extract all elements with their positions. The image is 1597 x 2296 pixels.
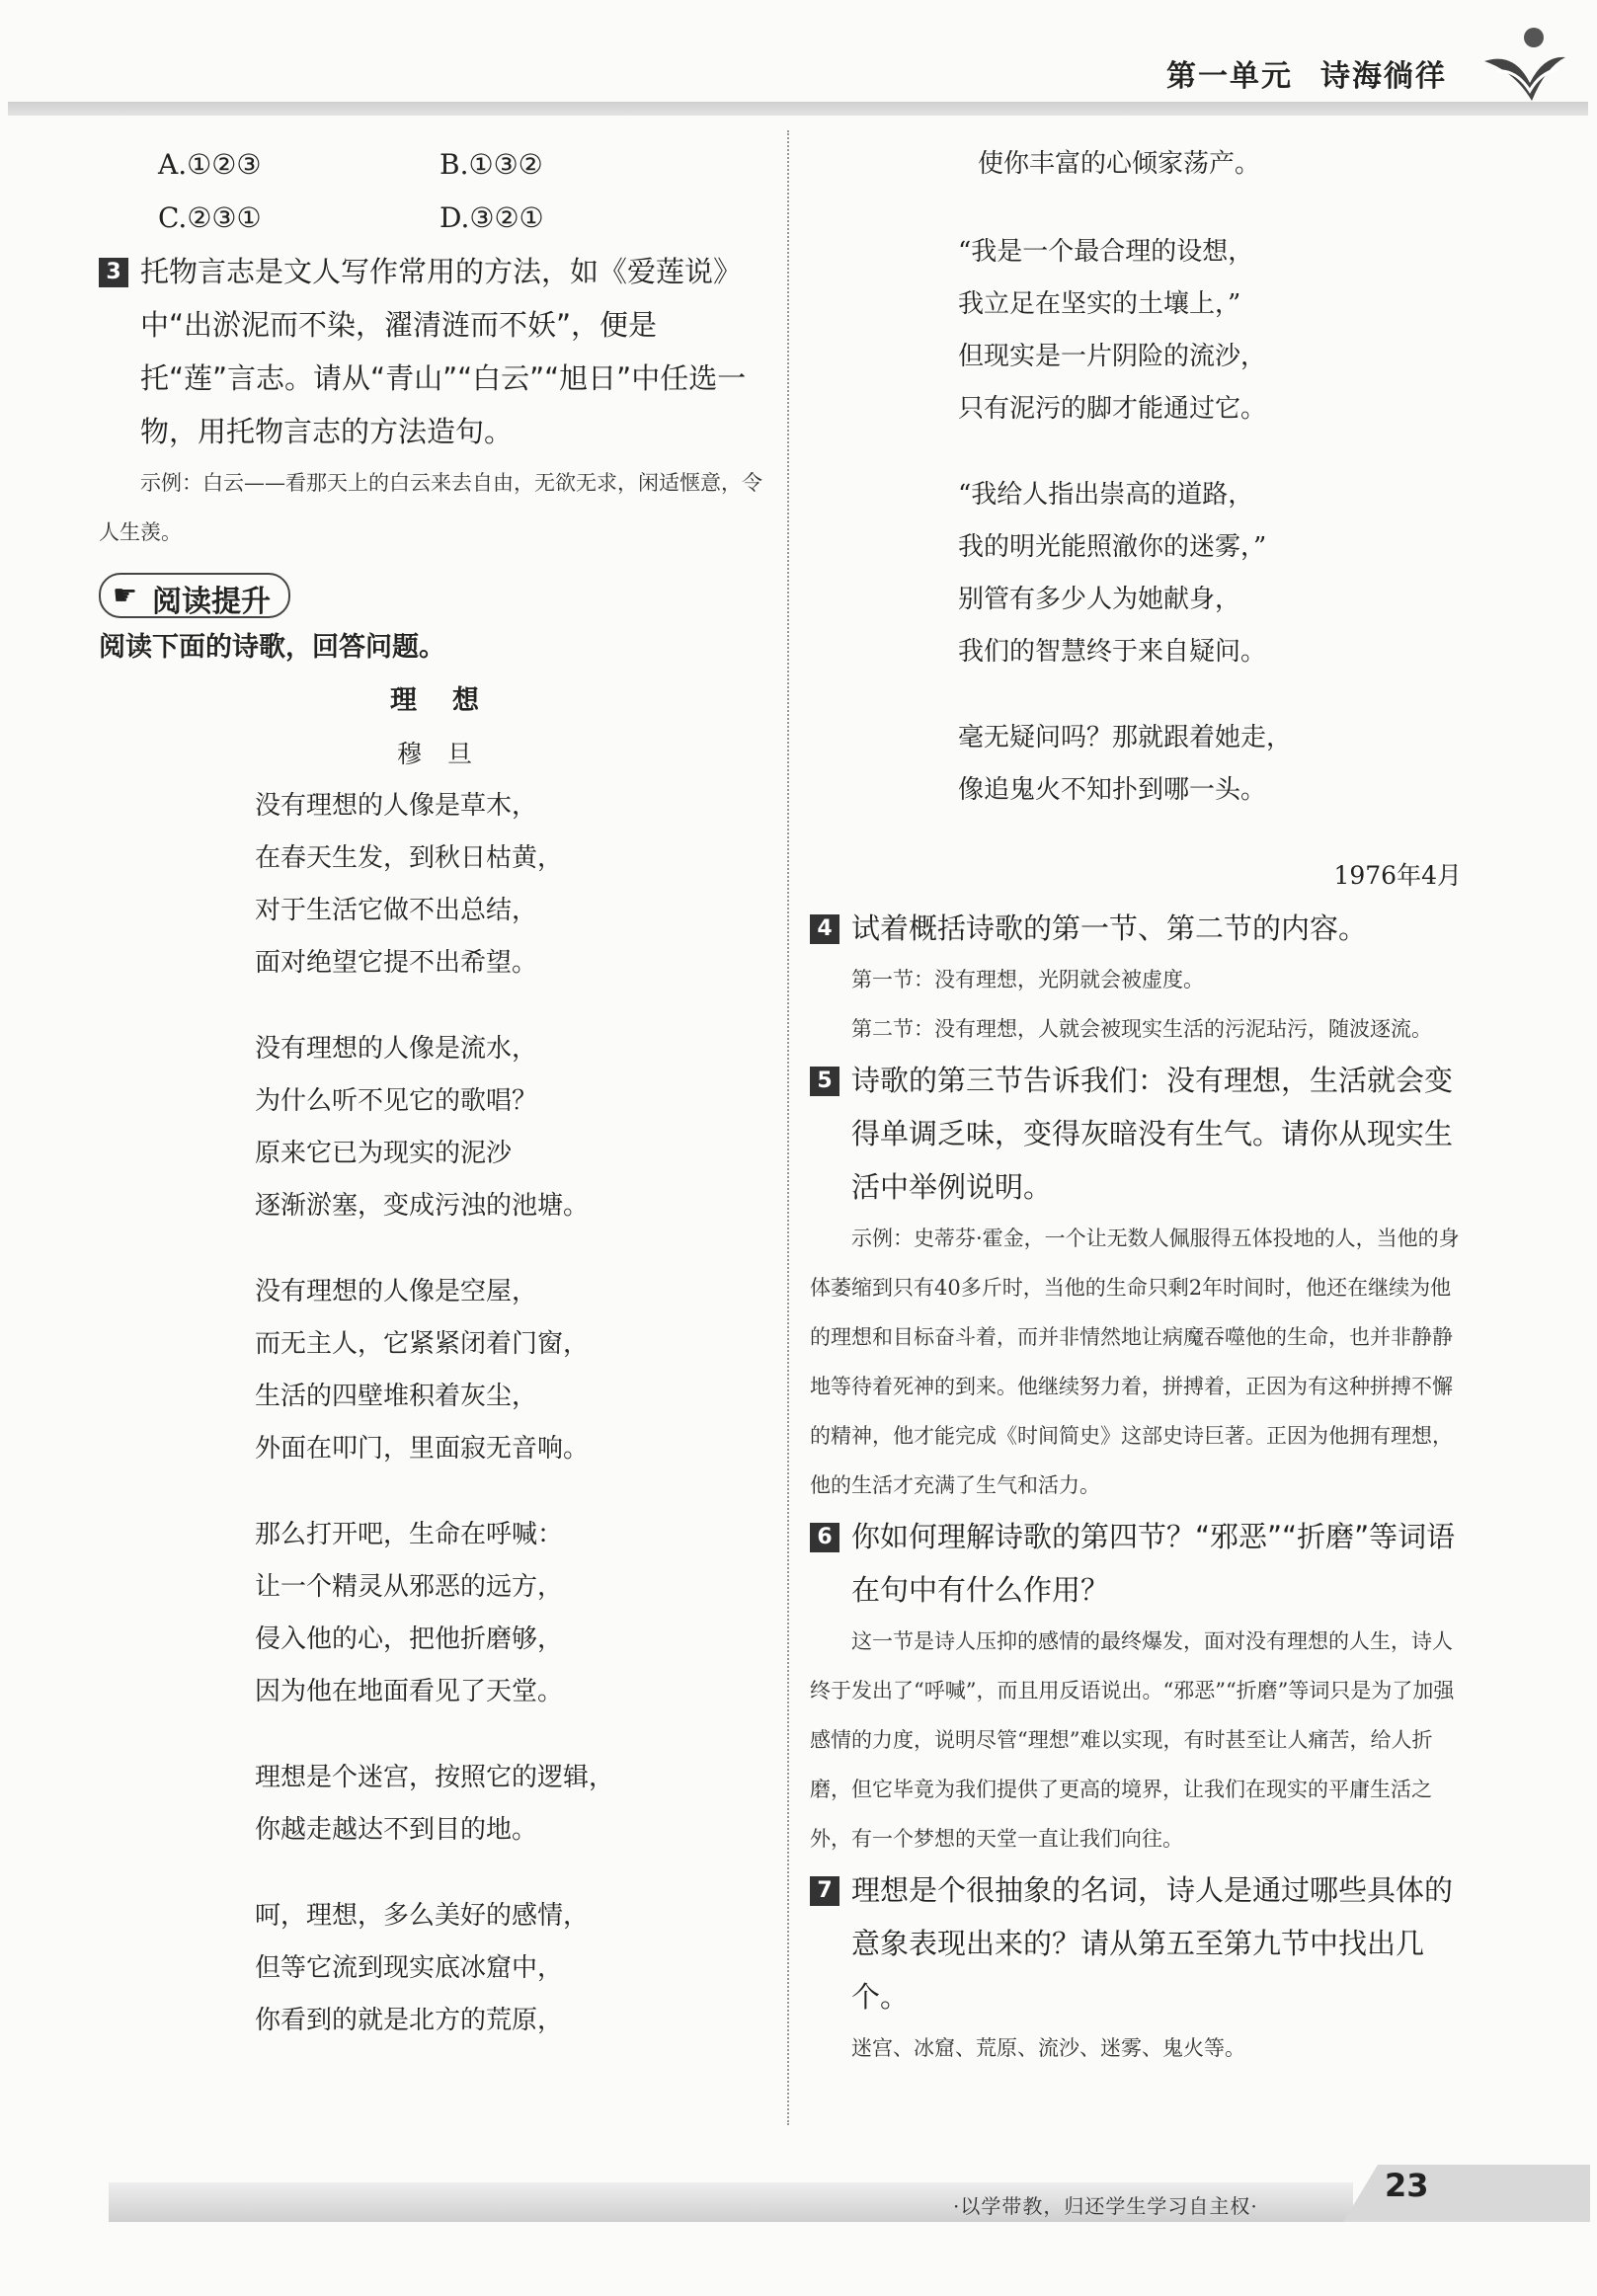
poem-stanza — [810, 226, 1472, 435]
poem-line: 你越走越达不到目的地。 — [255, 1815, 538, 1845]
poem-stanza — [810, 712, 1472, 817]
poem-line: 呵，理想，多么美好的感情， — [255, 1901, 590, 1931]
question-6 — [810, 1510, 1472, 1617]
poem-stanzas — [99, 780, 770, 2047]
poem-line: 我立足在坚实的土壤上，” — [958, 289, 1241, 319]
poem-line: 那么打开吧，生命在呼喊： — [255, 1520, 564, 1549]
reading-instruction: 阅读下面的诗歌，回答问题。 — [99, 632, 445, 663]
poem-line: 我的明光能照澈你的迷雾，” — [958, 532, 1267, 562]
poem-stanzas-continued — [810, 226, 1472, 817]
poem-line: 生活的四壁堆积着灰尘， — [255, 1382, 538, 1411]
footer-slogan: ·以学带教，归还学生学习自主权· — [953, 2194, 1258, 2218]
poem-stanza — [99, 780, 770, 990]
header-title — [1166, 51, 1447, 95]
poem-line: 为什么听不见它的歌唱？ — [255, 1086, 538, 1116]
pointing-hand-icon: ☛ — [113, 579, 138, 611]
poem-line: 面对绝望它提不出希望。 — [255, 948, 538, 978]
question-number: 3 — [99, 258, 128, 287]
poem-stanza — [99, 1266, 770, 1475]
question-4 — [810, 902, 1472, 955]
poem-line: 但现实是一片阴险的流沙， — [958, 342, 1267, 371]
poem-line: 让一个精灵从邪恶的远方， — [255, 1572, 564, 1602]
question-text: 试着概括诗歌的第一节、第二节的内容。 — [851, 911, 1368, 945]
poem-line: 像追鬼火不知扑到哪一头。 — [958, 775, 1267, 805]
option-d: D.③②① — [439, 201, 544, 234]
options-row-1 — [99, 138, 770, 192]
section-header — [99, 567, 770, 622]
answer-5: 示例：史蒂芬·霍金，一个让无数人佩服得五体投地的人，当他的身体萎缩到只有40多斤时，当他的生命只剩2年时间时，他还在继续为他的理想和目标奋斗着，而并非情然地让病魔吞噬他的生命，也并非静静地等待着死神的到来。他继续努力着，拼搏着，正因为有这种拼搏不懈的精神，他才能完成《时间简史》这部史诗巨著。正因为他拥有理想，他的生活才充满了生气和活力。 — [810, 1227, 1460, 1497]
poem-line: 原来它已为现实的泥沙 — [255, 1139, 513, 1168]
option-a: A.①②③ — [158, 148, 262, 181]
poem-line: 毫无疑问吗？那就跟着她走， — [958, 723, 1293, 752]
poem-line: 别管有多少人为她献身， — [958, 585, 1241, 614]
options-row-2 — [99, 192, 770, 245]
answer-6: 这一节是诗人压抑的感情的最终爆发，面对没有理想的人生，诗人终于发出了“呼喊”，而且用反语说出。“邪恶”“折磨”等词只是为了加强感情的力度，说明尽管“理想”难以实现，有时甚至让人痛苦，给人折磨，但它毕竟为我们提供了更高的境界，让我们在现实的平庸生活之外，有一个梦想的天堂一直让我们向往。 — [810, 1629, 1455, 1851]
answer-3: 示例：白云——看那天上的白云来去自由，无欲无求，闲适惬意，令人生羡。 — [99, 471, 762, 544]
poem-line: “我是一个最合理的设想， — [958, 237, 1254, 267]
unit-label: 第一单元 — [1166, 59, 1293, 94]
poem-line: 使你丰富的心倾家荡产。 — [978, 149, 1261, 179]
poem-stanza — [99, 1509, 770, 1718]
column-divider — [787, 130, 789, 2125]
book-logo-icon — [1475, 22, 1569, 107]
question-5 — [810, 1054, 1472, 1214]
poem-line: 逐渐淤塞，变成污浊的池塘。 — [255, 1191, 590, 1221]
poem-stanza — [99, 1752, 770, 1857]
page-header — [0, 0, 1597, 119]
page-number: 23 — [1385, 2167, 1429, 2204]
question-number: 6 — [810, 1523, 839, 1552]
poem-line: 但等它流到现实底冰窟中， — [255, 1953, 564, 1983]
header-band — [8, 102, 1588, 116]
poem-line: 没有理想的人像是草木， — [255, 791, 538, 821]
question-text: 你如何理解诗歌的第四节？“邪恶”“折磨”等词语在句中有什么作用？ — [851, 1520, 1456, 1607]
question-number: 4 — [810, 914, 839, 944]
question-number: 5 — [810, 1067, 839, 1096]
poem-stanza — [810, 469, 1472, 678]
poem-line: “我给人指出崇高的道路， — [958, 480, 1254, 510]
poem-line: 对于生活它做不出总结， — [255, 896, 538, 925]
poem-date: 1976年4月 — [1333, 861, 1462, 890]
poem-title: 理想 — [390, 685, 515, 716]
poem-line: 理想是个迷宫，按照它的逻辑， — [255, 1763, 615, 1792]
right-column — [810, 138, 1472, 2073]
question-number: 7 — [810, 1876, 839, 1906]
poem-line: 外面在叩门，里面寂无音响。 — [255, 1434, 590, 1464]
question-text: 托物言志是文人写作常用的方法，如《爱莲说》中“出淤泥而不染，濯清涟而不妖”，便是托“莲”言志。请从“青山”“白云”“旭日”中任选一物，用托物言志的方法造句。 — [140, 255, 747, 448]
poem-line: 因为他在地面看见了天堂。 — [255, 1677, 564, 1706]
option-c: C.②③① — [158, 201, 262, 234]
answer-7: 迷宫、冰窟、荒原、流沙、迷雾、鬼火等。 — [851, 2036, 1245, 2060]
question-text: 诗歌的第三节告诉我们：没有理想，生活就会变得单调乏味，变得灰暗没有生气。请你从现实生活中举例说明。 — [851, 1064, 1454, 1204]
question-7 — [810, 1863, 1472, 2023]
poem-line: 侵入他的心，把他折磨够， — [255, 1624, 564, 1654]
poem-line: 在春天生发，到秋日枯黄， — [255, 843, 564, 873]
question-text: 理想是个很抽象的名词，诗人是通过哪些具体的意象表现出来的？请从第五至第九节中找出几个。 — [851, 1873, 1454, 2014]
poem-line: 没有理想的人像是空屋， — [255, 1277, 538, 1306]
poem-author: 穆旦 — [396, 740, 498, 768]
left-column — [99, 138, 770, 2081]
page-number-box — [1343, 2165, 1590, 2222]
poem-line: 而无主人，它紧紧闭着门窗， — [255, 1329, 590, 1359]
poem-stanza — [99, 1890, 770, 2047]
poem-line: 你看到的就是北方的荒原， — [255, 2006, 564, 2035]
poem-line: 没有理想的人像是流水， — [255, 1034, 538, 1064]
page-footer — [0, 2163, 1597, 2232]
poem-line: 我们的智慧终于来自疑问。 — [958, 637, 1267, 667]
answer-4-part-2: 第二节：没有理想，人就会被现实生活的污泥玷污，随波逐流。 — [851, 1017, 1432, 1041]
theme-label: 诗海徜徉 — [1320, 59, 1447, 94]
section-title: 阅读提升 — [152, 585, 271, 619]
question-3 — [99, 245, 770, 458]
answer-4-part-1: 第一节：没有理想，光阴就会被虚度。 — [851, 968, 1204, 991]
poem-line: 只有泥污的脚才能通过它。 — [958, 394, 1267, 424]
poem-stanza — [99, 1023, 770, 1232]
option-b: B.①③② — [439, 148, 543, 181]
